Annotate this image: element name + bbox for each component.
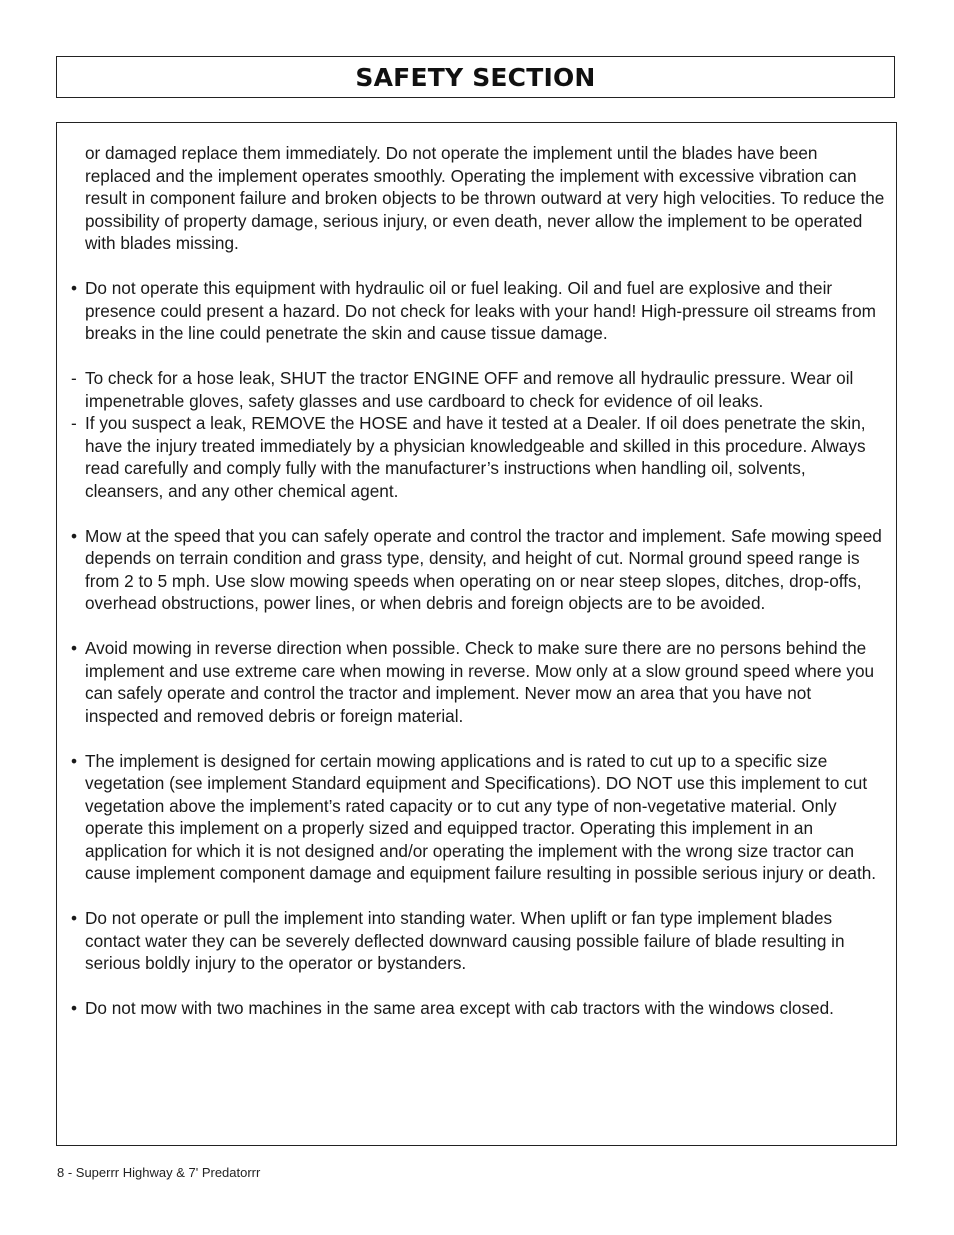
bullet-reverse-mowing bbox=[71, 637, 886, 727]
paragraph-text: If you suspect a leak, REMOVE the HOSE and have it tested at a Dealer. If oil does penetrate the skin, have the injury treated immediately by a physician knowledgeable and skilled in this procedure. Always read carefully and comply fully with the manufacturer’s instructions when handling oil, solvents, cleansers, and any other chemical agent. bbox=[85, 413, 866, 501]
bullet-mowing-speed bbox=[71, 525, 886, 615]
bullet-marker: • bbox=[71, 750, 78, 771]
bullet-hydraulic-leaks bbox=[71, 277, 886, 345]
bullet-marker: • bbox=[71, 908, 78, 928]
content-frame bbox=[56, 122, 897, 1146]
bullet-two-machines bbox=[71, 997, 886, 1020]
paragraph-text: Avoid mowing in reverse direction when possible. Check to make sure there are no persons behind the implement and use extreme care when mowing in reverse. Mow only at a slow ground speed where you can safely operate and control the tractor and implement. Never mow an area that you have not inspected and removed debris or foreign material. bbox=[85, 638, 875, 726]
dash-suspect-leak bbox=[71, 412, 886, 502]
paragraph-text: or damaged replace them immediately. Do not operate the implement until the blades have been replaced and the implement operates smoothly. Operating the implement with excessive vibration can result in component failure and broken objects to be thrown outward at very high velocities. To reduce the possibility of property damage, serious injury, or even death, never allow the implement to be operated with blades missing. bbox=[85, 143, 885, 253]
paragraph-text: Do not mow with two machines in the same area except with cab tractors with the windows closed. bbox=[85, 998, 834, 1018]
bullet-rated-capacity bbox=[71, 750, 886, 885]
paragraph-text: Mow at the speed that you can safely operate and control the tractor and implement. Safe mowing speed depends on terrain condition and grass type, density, and height of cut. Normal ground speed range is from 2 to 5 mph. Use slow mowing speeds when operating on or near steep slopes, ditches, drop-offs, overhead obstructions, power lines, or when debris and foreign objects are to be avoided. bbox=[85, 525, 882, 613]
safety-text bbox=[71, 142, 886, 1042]
paragraph-blades-continued bbox=[71, 142, 886, 255]
section-title: SAFETY SECTION bbox=[355, 62, 596, 92]
page-footer: 8 - Superrr Highway & 7' Predatorrr bbox=[57, 1165, 261, 1180]
dash-marker: - bbox=[71, 368, 77, 388]
dash-check-hose-leak bbox=[71, 367, 886, 412]
paragraph-text: The implement is designed for certain mowing applications and is rated to cut up to a specific size vegetation (see implement Standard equipment and Specifications). DO NOT use this implement to cut vegetation above the implement’s rated capacity or to cut any type of non-vegetative material. Only operate this implement on a properly sized and equipped tractor. Operating this implement in an application for which it is not designed and/or operating the implement with the wrong size tractor can cause implement component damage and equipment failure resulting in possible serious injury or death. bbox=[85, 750, 877, 883]
bullet-marker: • bbox=[71, 525, 78, 546]
bullet-marker: • bbox=[71, 278, 78, 298]
paragraph-text: Do not operate this equipment with hydraulic oil or fuel leaking. Oil and fuel are explosive and their presence could present a hazard. Do not check for leaks with your hand! High-pressure oil streams from breaks in the line could penetrate the skin and cause tissue damage. bbox=[85, 278, 877, 343]
paragraph-text: Do not operate or pull the implement into standing water. When uplift or fan type implement blades contact water they can be severely deflected downward causing possible failure of blade resulting in serious boldly injury to the operator or bystanders. bbox=[85, 908, 845, 973]
section-header bbox=[56, 56, 895, 98]
bullet-marker: • bbox=[71, 998, 78, 1018]
paragraph-text: To check for a hose leak, SHUT the tractor ENGINE OFF and remove all hydraulic pressure. Wear oil impenetrable gloves, safety glasses and use cardboard to check for evidence of oil leaks. bbox=[85, 368, 854, 411]
dash-marker: - bbox=[71, 413, 77, 433]
bullet-standing-water bbox=[71, 907, 886, 975]
bullet-marker: • bbox=[71, 638, 78, 658]
